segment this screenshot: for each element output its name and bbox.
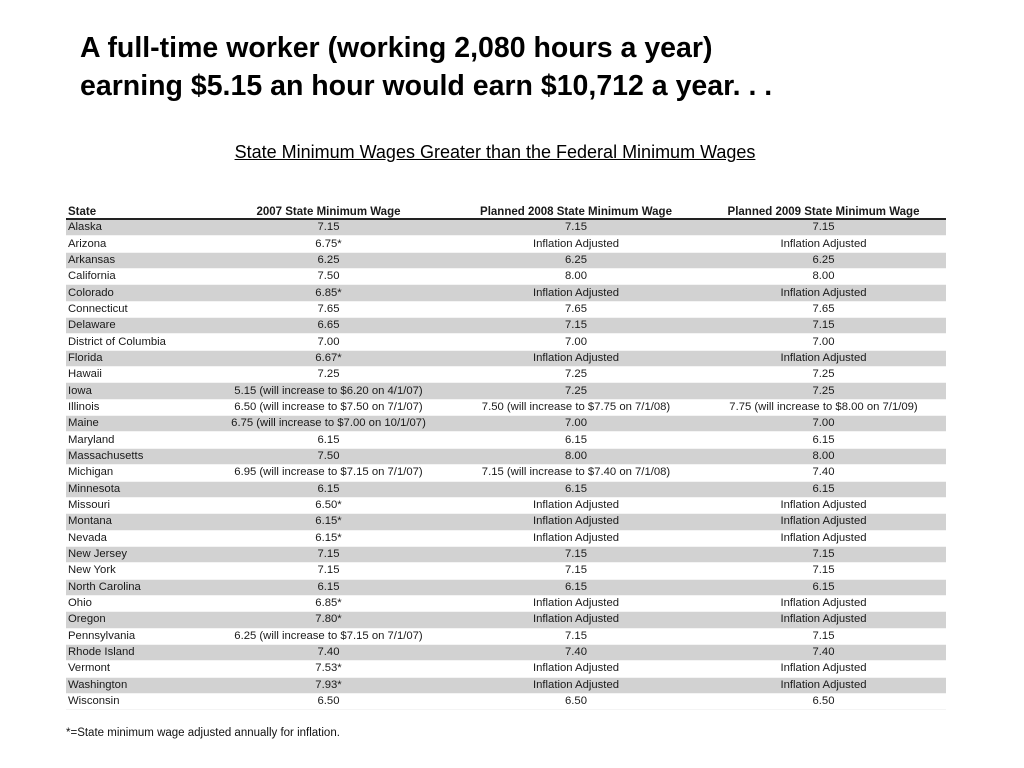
wage-2007-cell: 6.75 (will increase to $7.00 on 10/1/07) — [206, 416, 451, 432]
wage-2008-cell: 7.00 — [451, 416, 701, 432]
wage-2007-cell: 6.50 (will increase to $7.50 on 7/1/07) — [206, 399, 451, 415]
wage-2007-cell: 7.93* — [206, 677, 451, 693]
wage-2009-cell: Inflation Adjusted — [701, 285, 946, 301]
wage-2009-cell: 7.00 — [701, 416, 946, 432]
table-row — [66, 612, 946, 628]
wage-2008-cell: Inflation Adjusted — [451, 661, 701, 677]
wage-2009-cell: Inflation Adjusted — [701, 350, 946, 366]
table-row — [66, 448, 946, 464]
state-cell: New York — [66, 563, 206, 579]
wage-2007-cell: 6.95 (will increase to $7.15 on 7/1/07) — [206, 465, 451, 481]
state-cell: Missouri — [66, 497, 206, 513]
wage-2007-cell: 6.25 (will increase to $7.15 on 7/1/07) — [206, 628, 451, 644]
table-row — [66, 219, 946, 236]
wage-2008-cell: Inflation Adjusted — [451, 285, 701, 301]
wage-2009-cell: Inflation Adjusted — [701, 677, 946, 693]
wage-2009-cell: 7.15 — [701, 563, 946, 579]
wage-2008-cell: Inflation Adjusted — [451, 497, 701, 513]
wage-2009-cell: Inflation Adjusted — [701, 530, 946, 546]
state-cell: Alaska — [66, 219, 206, 236]
wage-2007-cell: 6.75* — [206, 236, 451, 252]
state-cell: North Carolina — [66, 579, 206, 595]
wage-2009-cell: 7.15 — [701, 546, 946, 562]
wage-2007-cell: 6.15 — [206, 432, 451, 448]
wage-2009-cell: 8.00 — [701, 448, 946, 464]
table-row — [66, 399, 946, 415]
wage-2008-cell: 7.15 — [451, 546, 701, 562]
header-2009-wage: Planned 2009 State Minimum Wage — [701, 202, 946, 219]
wage-2009-cell: Inflation Adjusted — [701, 497, 946, 513]
table-row — [66, 465, 946, 481]
wage-2009-cell: 7.40 — [701, 644, 946, 660]
table-row — [66, 563, 946, 579]
table-row — [66, 481, 946, 497]
wage-2009-cell: 7.00 — [701, 334, 946, 350]
wage-2008-cell: 6.15 — [451, 579, 701, 595]
wage-2008-cell: 7.40 — [451, 644, 701, 660]
table-row — [66, 318, 946, 334]
state-cell: Colorado — [66, 285, 206, 301]
wage-2008-cell: 7.50 (will increase to $7.75 on 7/1/08) — [451, 399, 701, 415]
state-cell: Wisconsin — [66, 693, 206, 709]
wage-2008-cell: 6.25 — [451, 252, 701, 268]
state-cell: Minnesota — [66, 481, 206, 497]
wage-2009-cell: 8.00 — [701, 269, 946, 285]
wage-2009-cell: Inflation Adjusted — [701, 612, 946, 628]
state-cell: Nevada — [66, 530, 206, 546]
table-row — [66, 334, 946, 350]
state-cell: Montana — [66, 514, 206, 530]
wage-2009-cell: Inflation Adjusted — [701, 514, 946, 530]
table-row — [66, 628, 946, 644]
wage-2009-cell: 6.15 — [701, 579, 946, 595]
wage-2007-cell: 6.15 — [206, 579, 451, 595]
wage-2008-cell: 6.50 — [451, 693, 701, 709]
state-cell: Hawaii — [66, 367, 206, 383]
state-cell: Pennsylvania — [66, 628, 206, 644]
wage-2009-cell: 6.15 — [701, 432, 946, 448]
state-cell: District of Columbia — [66, 334, 206, 350]
state-cell: Rhode Island — [66, 644, 206, 660]
table-row — [66, 269, 946, 285]
state-cell: California — [66, 269, 206, 285]
table-row — [66, 301, 946, 317]
header-2008-wage: Planned 2008 State Minimum Wage — [451, 202, 701, 219]
headline-line-1: A full-time worker (working 2,080 hours a year) — [80, 32, 713, 64]
wage-2008-cell: 8.00 — [451, 448, 701, 464]
table-row — [66, 383, 946, 399]
state-cell: Arizona — [66, 236, 206, 252]
wage-2008-cell: 7.25 — [451, 383, 701, 399]
table-row — [66, 497, 946, 513]
table-body — [66, 219, 946, 710]
wage-2008-cell: 7.15 — [451, 318, 701, 334]
wage-2007-cell: 6.65 — [206, 318, 451, 334]
headline-line-2: earning $5.15 an hour would earn $10,712 a year. . . — [80, 70, 773, 102]
wage-2008-cell: Inflation Adjusted — [451, 595, 701, 611]
state-cell: Massachusetts — [66, 448, 206, 464]
table-header-row — [66, 202, 946, 219]
wage-2008-cell: Inflation Adjusted — [451, 530, 701, 546]
wage-2007-cell: 6.85* — [206, 285, 451, 301]
table-row — [66, 285, 946, 301]
wage-2007-cell: 7.65 — [206, 301, 451, 317]
state-cell: Iowa — [66, 383, 206, 399]
wage-2008-cell: Inflation Adjusted — [451, 677, 701, 693]
table-row — [66, 579, 946, 595]
headline — [80, 29, 980, 105]
header-state: State — [66, 202, 206, 219]
table-row — [66, 514, 946, 530]
table-row — [66, 546, 946, 562]
wage-2009-cell: 6.25 — [701, 252, 946, 268]
wage-2009-cell: 7.65 — [701, 301, 946, 317]
wage-2009-cell: 7.15 — [701, 219, 946, 236]
wage-2007-cell: 6.67* — [206, 350, 451, 366]
wage-2008-cell: 6.15 — [451, 432, 701, 448]
wage-2007-cell: 7.53* — [206, 661, 451, 677]
wage-2008-cell: Inflation Adjusted — [451, 236, 701, 252]
wage-2008-cell: 7.15 — [451, 563, 701, 579]
wage-2009-cell: 7.25 — [701, 367, 946, 383]
state-cell: Arkansas — [66, 252, 206, 268]
state-cell: Maryland — [66, 432, 206, 448]
table-row — [66, 644, 946, 660]
wage-2009-cell: 7.75 (will increase to $8.00 on 7/1/09) — [701, 399, 946, 415]
state-cell: Oregon — [66, 612, 206, 628]
table-row — [66, 530, 946, 546]
wage-2007-cell: 6.25 — [206, 252, 451, 268]
table-row — [66, 432, 946, 448]
wage-2007-cell: 7.50 — [206, 448, 451, 464]
wage-2009-cell: 7.15 — [701, 318, 946, 334]
state-cell: Delaware — [66, 318, 206, 334]
state-cell: Florida — [66, 350, 206, 366]
wage-2008-cell: 7.00 — [451, 334, 701, 350]
wage-2008-cell: 7.25 — [451, 367, 701, 383]
wage-2007-cell: 7.00 — [206, 334, 451, 350]
wage-2009-cell: 7.15 — [701, 628, 946, 644]
wage-2007-cell: 6.15* — [206, 514, 451, 530]
minimum-wage-table — [66, 202, 946, 710]
header-2007-wage: 2007 State Minimum Wage — [206, 202, 451, 219]
wage-2009-cell: Inflation Adjusted — [701, 661, 946, 677]
wage-2007-cell: 6.85* — [206, 595, 451, 611]
wage-2009-cell: 6.15 — [701, 481, 946, 497]
wage-2007-cell: 7.15 — [206, 219, 451, 236]
wage-2007-cell: 6.50 — [206, 693, 451, 709]
wage-2007-cell: 6.50* — [206, 497, 451, 513]
table-subtitle: State Minimum Wages Greater than the Federal Minimum Wages — [234, 142, 756, 162]
state-cell: Illinois — [66, 399, 206, 415]
table-row — [66, 367, 946, 383]
table-row — [66, 677, 946, 693]
wage-2008-cell: 8.00 — [451, 269, 701, 285]
wage-2007-cell: 7.15 — [206, 546, 451, 562]
wage-2009-cell: 7.25 — [701, 383, 946, 399]
wage-2009-cell: 7.40 — [701, 465, 946, 481]
table-row — [66, 416, 946, 432]
state-cell: New Jersey — [66, 546, 206, 562]
table-row — [66, 595, 946, 611]
state-cell: Ohio — [66, 595, 206, 611]
wage-2008-cell: 7.15 — [451, 219, 701, 236]
wage-2008-cell: Inflation Adjusted — [451, 514, 701, 530]
wage-2007-cell: 5.15 (will increase to $6.20 on 4/1/07) — [206, 383, 451, 399]
state-cell: Washington — [66, 677, 206, 693]
wage-2008-cell: 6.15 — [451, 481, 701, 497]
wage-2007-cell: 6.15 — [206, 481, 451, 497]
wage-2008-cell: Inflation Adjusted — [451, 350, 701, 366]
wage-2009-cell: Inflation Adjusted — [701, 595, 946, 611]
table-row — [66, 661, 946, 677]
wage-2008-cell: 7.65 — [451, 301, 701, 317]
wage-2008-cell: 7.15 — [451, 628, 701, 644]
state-cell: Maine — [66, 416, 206, 432]
table-row — [66, 693, 946, 709]
table-row — [66, 252, 946, 268]
wage-2009-cell: Inflation Adjusted — [701, 236, 946, 252]
wage-2007-cell: 7.40 — [206, 644, 451, 660]
wage-2007-cell: 7.50 — [206, 269, 451, 285]
state-cell: Connecticut — [66, 301, 206, 317]
table-row — [66, 236, 946, 252]
wage-2007-cell: 7.80* — [206, 612, 451, 628]
state-cell: Michigan — [66, 465, 206, 481]
table-row — [66, 350, 946, 366]
wage-2007-cell: 7.25 — [206, 367, 451, 383]
footnote: *=State minimum wage adjusted annually for inflation. — [66, 727, 340, 739]
state-cell: Vermont — [66, 661, 206, 677]
wage-2008-cell: Inflation Adjusted — [451, 612, 701, 628]
wage-2007-cell: 7.15 — [206, 563, 451, 579]
wage-2009-cell: 6.50 — [701, 693, 946, 709]
wage-2007-cell: 6.15* — [206, 530, 451, 546]
wage-2008-cell: 7.15 (will increase to $7.40 on 7/1/08) — [451, 465, 701, 481]
